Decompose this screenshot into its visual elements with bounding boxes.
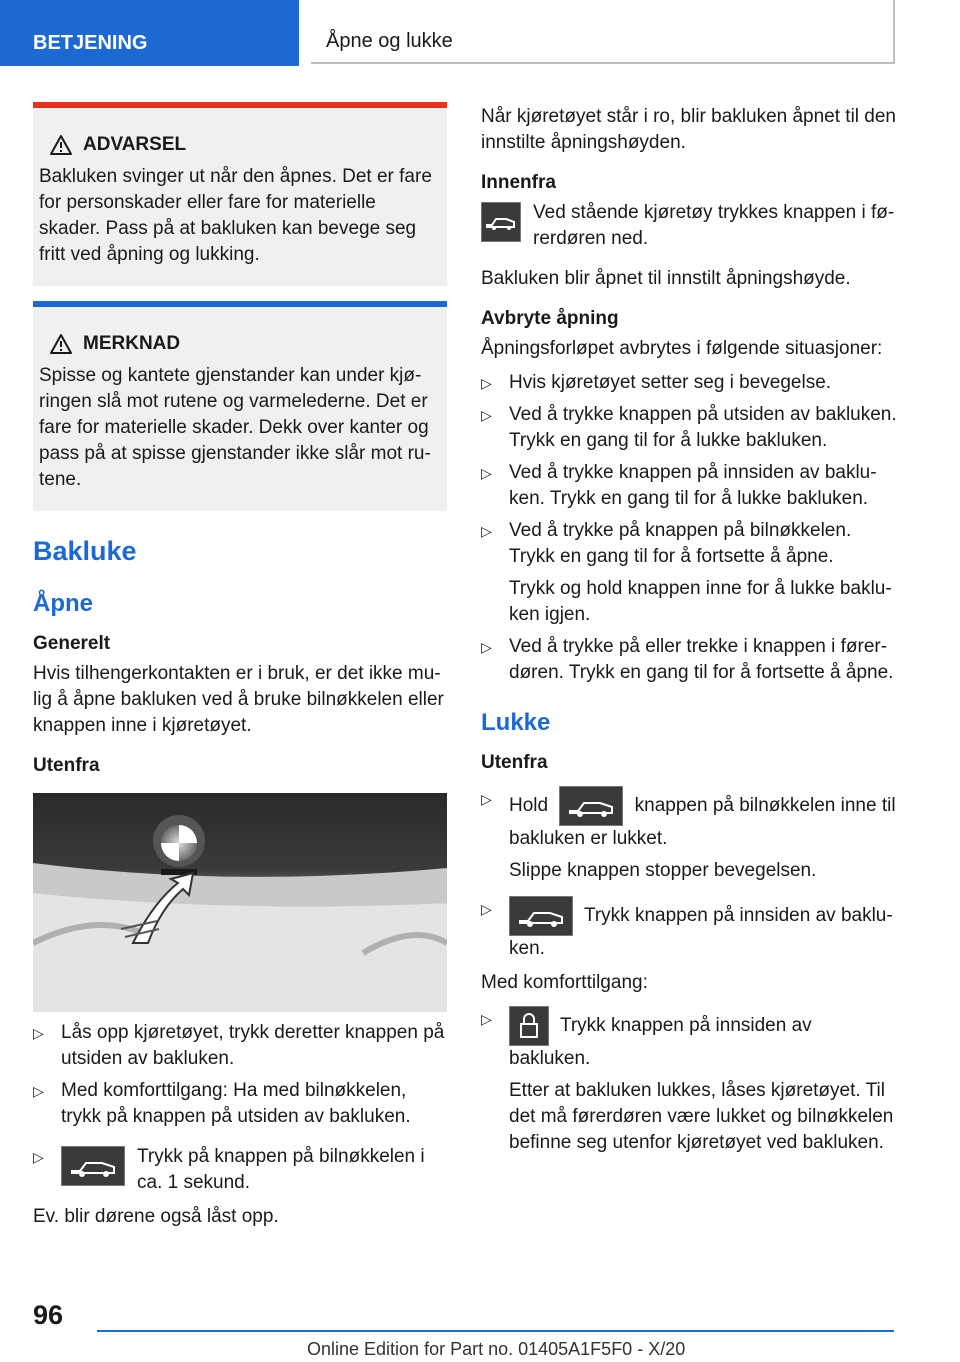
driver-door-button — [481, 202, 521, 242]
section-tab — [0, 0, 299, 66]
inside-text: Ved stående kjøretøy trykkes knappen i fø-rerdøren ned. — [533, 202, 895, 249]
warning-triangle-icon — [49, 134, 73, 156]
abort-list — [481, 370, 897, 686]
intro-text: Når kjøretøyet står i ro, blir bakluken åpnet til den innstilte åpningshøyden. — [481, 106, 897, 153]
page-title: Åpne og lukke — [326, 30, 453, 52]
car-tailgate-icon — [62, 1147, 124, 1185]
note-title: MERKNAD — [83, 333, 181, 354]
list-item: ▷ Ved å trykke på eller trekke i knappen i fører- døren. Trykk en gang til for å fortsette å åpne. — [481, 634, 897, 686]
general-text: Hvis tilhengerkontakten er i bruk, er det ikke mu-lig å åpne bakluken ved å bruke bilnøkkelen eller knappen inne i kjøretøyet. — [33, 663, 444, 736]
lock-icon — [510, 1007, 548, 1045]
footer-edition: Online Edition for Part no. 01405A1F5F0 - X/20 — [307, 1339, 686, 1359]
note-box — [33, 301, 447, 511]
warning-box — [33, 102, 447, 286]
outside-open-list — [33, 1020, 447, 1130]
page-number: 96 — [33, 1300, 64, 1330]
car-tailgate-icon — [560, 787, 622, 825]
warning-triangle-icon — [49, 333, 73, 355]
heading-abort: Avbryte åpning — [481, 308, 619, 329]
key-bullet-text: ▷ Trykk på knappen på bilnøkkelen i ca. 1 sekund. — [137, 1146, 425, 1193]
list-item: ▷ Ved å trykke på knappen på bilnøkkelen. Trykk en gang til for å fortsette å åpne. Trykk og hold knappen inne for å lukke baklu-ken igjen. — [481, 518, 897, 628]
left-column — [33, 102, 447, 1244]
doors-text: Ev. blir dørene også låst opp. — [33, 1206, 279, 1227]
section-label: BETJENING — [33, 32, 148, 54]
key-tailgate-button — [559, 786, 623, 826]
warning-title: ADVARSEL — [83, 134, 187, 155]
note-text: Spisse og kantete gjenstander kan under kjø-ringen slå mot rutene og varmelederne. Det er fare for materielle skader. Dekk over kanter og pass på at spisse gjenstander ikke slår mot ru-tene. — [39, 365, 431, 490]
list-item: ▷ Ved å trykke knappen på innsiden av baklu-ken. Trykk en gang til for å lukke bakluken. — [481, 460, 897, 512]
key-tailgate-button — [61, 1146, 125, 1186]
tailgate-button-photo — [33, 793, 447, 1012]
list-item: ▷ Trykk knappen på innsiden av bakluken. Etter at bakluken lukkes, låses kjøretøyet. Til det må førerdøren være lukket og bilnøkkelen befinne seg utenfor kjøretøyet ved bakluken. — [481, 1006, 897, 1156]
heading-close: Lukke — [481, 709, 551, 736]
list-item: ▷ Med komforttilgang: Ha med bilnøkkelen, trykk på knappen på utsiden av bakluken. — [33, 1078, 447, 1130]
list-item: ▷ Ved å trykke knappen på utsiden av bakluken. Trykk en gang til for å lukke bakluken. — [481, 402, 897, 454]
right-column — [481, 104, 897, 1164]
list-item: ▷ Trykk knappen på innsiden av baklu-ken. — [481, 896, 897, 962]
heading-open: Åpne — [33, 590, 93, 617]
car-tailgate-icon — [510, 897, 572, 935]
close-list — [481, 786, 897, 962]
heading-close-outside: Utenfra — [481, 752, 548, 773]
heading-inside: Innenfra — [481, 172, 556, 193]
heading-outside: Utenfra — [33, 755, 100, 776]
heading-tailgate: Bakluke — [33, 536, 137, 566]
abort-intro: Åpningsforløpet avbrytes i følgende situasjoner: — [481, 338, 883, 359]
footer-rule — [97, 1330, 894, 1332]
list-item: ▷ Lås opp kjøretøyet, trykk deretter knappen på utsiden av bakluken. — [33, 1020, 447, 1072]
heading-general: Generelt — [33, 633, 111, 654]
page-header — [311, 0, 895, 64]
comfort-label: Med komforttilgang: — [481, 972, 648, 993]
list-item — [33, 1144, 447, 1196]
key-open-list — [33, 1144, 447, 1196]
warning-text: Bakluken svinger ut når den åpnes. Det er fare for personskader eller fare for materielle skader. Pass på at bakluken kan bevege seg fritt ved åpning og lukking. — [39, 166, 432, 265]
comfort-list — [481, 1006, 897, 1156]
list-item: ▷ Hold knappen på bilnøkkelen inne til bakluken er lukket. Slippe knappen stopper bevegelsen. — [481, 786, 897, 884]
car-tailgate-icon — [482, 203, 520, 241]
tailgate-inside-button — [509, 896, 573, 936]
lock-button — [509, 1006, 549, 1046]
opens-text: Bakluken blir åpnet til innstilt åpningshøyde. — [481, 268, 851, 289]
list-item: ▷ Hvis kjøretøyet setter seg i bevegelse. — [481, 370, 897, 396]
